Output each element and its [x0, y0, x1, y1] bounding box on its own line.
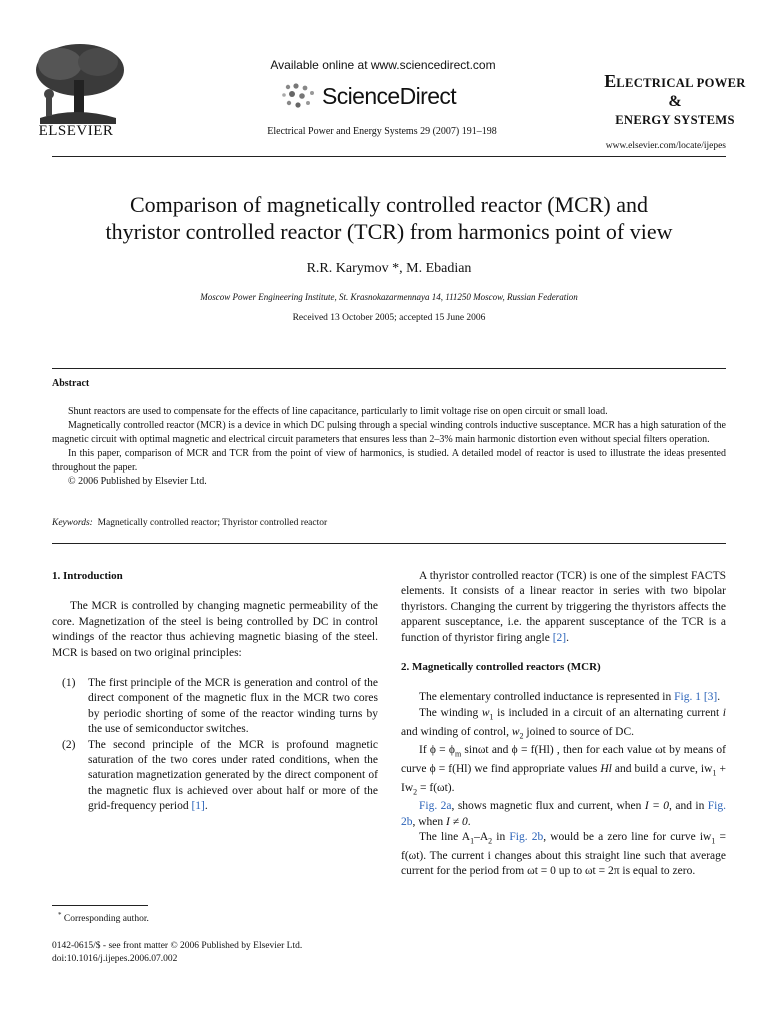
intro-paragraph: The MCR is controlled by changing magnetic permeability of the core. Magnetization of the steel is being controlled by DC in control windings of the reactor thus achieving magnetic biasing of the steel. MCR is based on two original principles:	[52, 600, 378, 659]
list-number: (1)	[62, 677, 76, 690]
abstract-heading: Abstract	[52, 378, 90, 389]
mcr-paragraph: If $\phi = \phi_m$ sinωt and ϕ = f(Hl) , then for each value ωt by means of curve ϕ = f(Hl) we find appropriate values Hl and build a curve, $iw_1 + Iw_2 = f(\omega t)$.	[401, 744, 726, 796]
footnote-text: Corresponding author.	[63, 914, 149, 925]
authors: R.R. Karymov *, M. Ebadian	[306, 261, 472, 276]
affiliation: Moscow Power Engineering Institute, St. Krasnokazarmennaya 14, 111250 Moscow, Russian Federation	[200, 292, 578, 302]
abstract-body	[52, 405, 726, 489]
principle-list-item	[52, 738, 378, 815]
sciencedirect-dots-icon	[280, 81, 320, 111]
figure-link[interactable]: Fig. 2b	[509, 831, 544, 844]
sciencedirect-wordmark: ScienceDirect	[322, 82, 457, 109]
available-online-text: Available online at www.sciencedirect.com	[270, 58, 496, 72]
journal-url[interactable]: www.elsevier.com/locate/ijepes	[605, 141, 726, 151]
footnote-mark: *	[58, 911, 62, 919]
keywords-list: Magnetically controlled reactor; Thyristor controlled reactor	[97, 518, 328, 528]
keywords-label: Keywords:	[52, 518, 93, 528]
brand-initial: E	[604, 71, 617, 91]
keywords	[52, 518, 726, 528]
mcr-paragraph: The elementary controlled inductance is represented in Fig. 1 [3].	[419, 691, 721, 704]
abstract-bottom-divider	[52, 543, 726, 544]
issn-line: 0142-0615/$ - see front matter © 2006 Published by Elsevier Ltd.	[52, 941, 303, 951]
abstract-paragraph: Magnetically controlled reactor (MCR) is a device in which DC pulsing through a special winding controls inductive susceptance. MCR has a high saturation of the magnetic circuit with optimal magnetic and electrical circuit parameters that ensures less than 2–3% main harmonic distortion even without special filters operation.	[52, 420, 726, 445]
front-matter	[52, 940, 302, 966]
brand-line1: LECTRICAL POWER	[616, 76, 746, 90]
list-text: The second principle of the MCR is profound magnetic saturation of the two cores under rated conditions, when the saturation magnetization generated by the direct component of the magnetic flux is achieved over about half or more of the grid-frequency period [1].	[88, 738, 378, 813]
citation-link[interactable]: [1]	[191, 800, 205, 813]
figure-link[interactable]: Fig. 2b	[401, 800, 726, 828]
figure-link[interactable]: Fig. 1 [3]	[674, 691, 718, 704]
header-divider	[52, 156, 726, 157]
journal-reference: Electrical Power and Energy Systems 29 (2007) 191–198	[267, 126, 497, 137]
sciencedirect-logo	[280, 80, 456, 112]
publisher-name: ELSEVIER	[38, 123, 114, 139]
footnote	[58, 911, 149, 924]
article-title	[52, 191, 726, 245]
section-heading-mcr: 2. Magnetically controlled reactors (MCR)	[401, 661, 601, 674]
abstract-paragraph: In this paper, comparison of MCR and TCR from the point of view of harmonics, is studied. A detailed model of reactor is used to illustrate the ideas presented throughout the paper.	[52, 448, 726, 473]
list-text: The first principle of the MCR is generation and control of the direct component of the magnetic flux in the MCR two cores by periodic shorting of some of the reactor winding turns by the use of semiconductor switches.	[88, 677, 378, 736]
left-column	[52, 569, 378, 815]
tcr-paragraph: A thyristor controlled reactor (TCR) is one of the simplest FACTS elements. It consists of a linear reactor in series with two bipolar thyristors. Changing the current by triggering the thyristors affects the apparent susceptance, i.e. the apparent susceptance of the TCR is a function of thyristor firing angle [2].	[401, 570, 726, 644]
copyright-line: © 2006 Published by Elsevier Ltd.	[68, 476, 207, 487]
mcr-paragraph: The line $A_1-A_2$ in Fig. 2b, would be a zero line for curve $iw_1 = f(\omega t)$. The current i changes about this straight line such that average current for the period from ωt = 0 up to ωt = 2π is equal to zero.	[401, 831, 726, 878]
figure-link[interactable]: Fig. 2a	[419, 800, 452, 813]
received-dates: Received 13 October 2005; accepted 15 June 2006	[292, 313, 486, 323]
abstract-top-divider	[52, 368, 726, 369]
section-heading-introduction: 1. Introduction	[52, 570, 123, 582]
right-column	[401, 569, 726, 880]
abstract-paragraph: Shunt reactors are used to compensate for the effects of line capacitance, particularly to limit voltage rise on open circuit or small load.	[68, 406, 608, 417]
title-line-1: Comparison of magnetically controlled reactor (MCR) and	[129, 192, 649, 217]
brand-ampersand: &	[668, 93, 682, 110]
footnote-divider	[52, 905, 148, 906]
list-number: (2)	[62, 738, 76, 751]
mcr-paragraph: The winding $w_1$ is included in a circuit of an alternating current i and winding of control, $w_2$ joined to source of DC.	[401, 706, 726, 740]
title-line-2: thyristor controlled reactor (TCR) from harmonics point of view	[105, 219, 673, 244]
brand-line3: ENERGY SYSTEMS	[615, 113, 735, 127]
principle-list-item	[52, 676, 378, 738]
doi-line: doi:10.1016/j.ijepes.2006.07.002	[52, 954, 178, 964]
mcr-paragraph: Fig. 2a, shows magnetic flux and current, when I = 0, and in Fig. 2b, when I ≠ 0.	[401, 800, 726, 828]
citation-link[interactable]: [2]	[552, 631, 567, 644]
journal-brand	[596, 72, 754, 129]
